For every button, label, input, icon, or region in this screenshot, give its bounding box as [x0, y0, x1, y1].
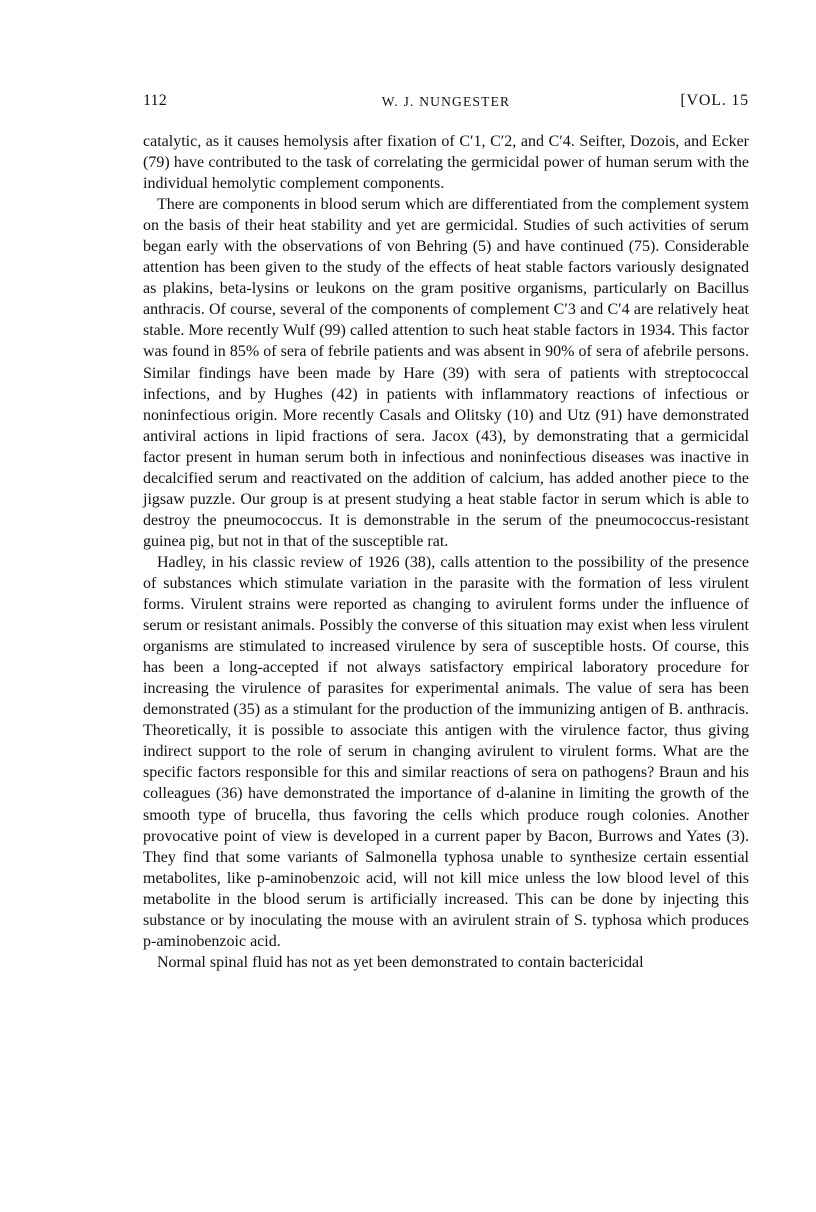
body-text — [143, 131, 749, 973]
page-number: 112 — [143, 92, 168, 109]
paragraph: There are components in blood serum which are differentiated from the complement system on the basis of their heat stability and yet are germicidal. Studies of such activities of serum began early with the observations of von Behring (5) and have continued (75). Considerable attention has been given to the study of the effects of heat stable factors variously designated as plakins, beta-lysins or leukons on the gram positive organisms, particularly on Bacillus anthracis. Of course, several of the components of complement C′3 and C′4 are relatively heat stable. More recently Wulf (99) called attention to such heat stable factors in 1934. This factor was found in 85% of sera of febrile patients and was absent in 90% of sera of afebrile persons. Similar findings have been made by Hare (39) with sera of patients with streptococcal infections, and by Hughes (42) in patients with inflammatory reactions of infectious or noninfectious origin. More recently Casals and Olitsky (10) and Utz (91) have demonstrated antiviral actions in lipid fractions of sera. Jacox (43), by demonstrating that a germicidal factor present in human serum both in infectious and noninfectious diseases was inactive in decalcified serum and reactivated on the addition of calcium, has added another piece to the jigsaw puzzle. Our group is at present studying a heat stable factor in serum which is able to destroy the pneumococcus. It is demonstrable in the serum of the pneumococcus-resistant guinea pig, but not in that of the susceptible rat. — [143, 196, 749, 550]
document-page — [143, 92, 749, 973]
volume-label: [VOL. 15 — [680, 92, 749, 109]
paragraph: catalytic, as it causes hemolysis after fixation of C′1, C′2, and C′4. Seifter, Dozois, and Ecker (79) have contributed to the task of correlating the germicidal power of human serum with the individual hemolytic complement components. — [143, 133, 749, 193]
paragraph: Normal spinal fluid has not as yet been demonstrated to contain bactericidal — [157, 953, 644, 971]
paragraph: Hadley, in his classic review of 1926 (38), calls attention to the possibility of the presence of substances which stimulate variation in the parasite with the formation of less virulent forms. Virulent strains were reported as changing to avirulent forms under the influence of serum or resistant animals. Possibly the converse of this situation may exist when less virulent organisms are stimulated to increased virulence by sera of susceptible hosts. Of course, this has been a long-accepted if not always satisfactory empirical laboratory procedure for increasing the virulence of parasites for experimental animals. The value of sera has been demonstrated (35) as a stimulant for the production of the immunizing antigen of B. anthracis. Theoretically, it is possible to associate this antigen with the virulence factor, thus giving indirect support to the role of serum in changing avirulent to virulent forms. What are the specific factors responsible for this and similar reactions of sera on pathogens? Braun and his colleagues (36) have demonstrated the importance of d-alanine in limiting the growth of the smooth type of brucella, thus favoring the cells which produce rough colonies. Another provocative point of view is developed in a current paper by Bacon, Burrows and Yates (3). They find that some variants of Salmonella typhosa unable to synthesize certain essential metabolites, like p-aminobenzoic acid, will not kill mice unless the low blood level of this metabolite in the blood serum is artificially increased. This can be done by injecting this substance or by inoculating the mouse with an avirulent strain of S. typhosa which produces p-aminobenzoic acid. — [143, 553, 749, 950]
running-header — [143, 92, 749, 116]
running-title: W. J. NUNGESTER — [381, 94, 511, 109]
